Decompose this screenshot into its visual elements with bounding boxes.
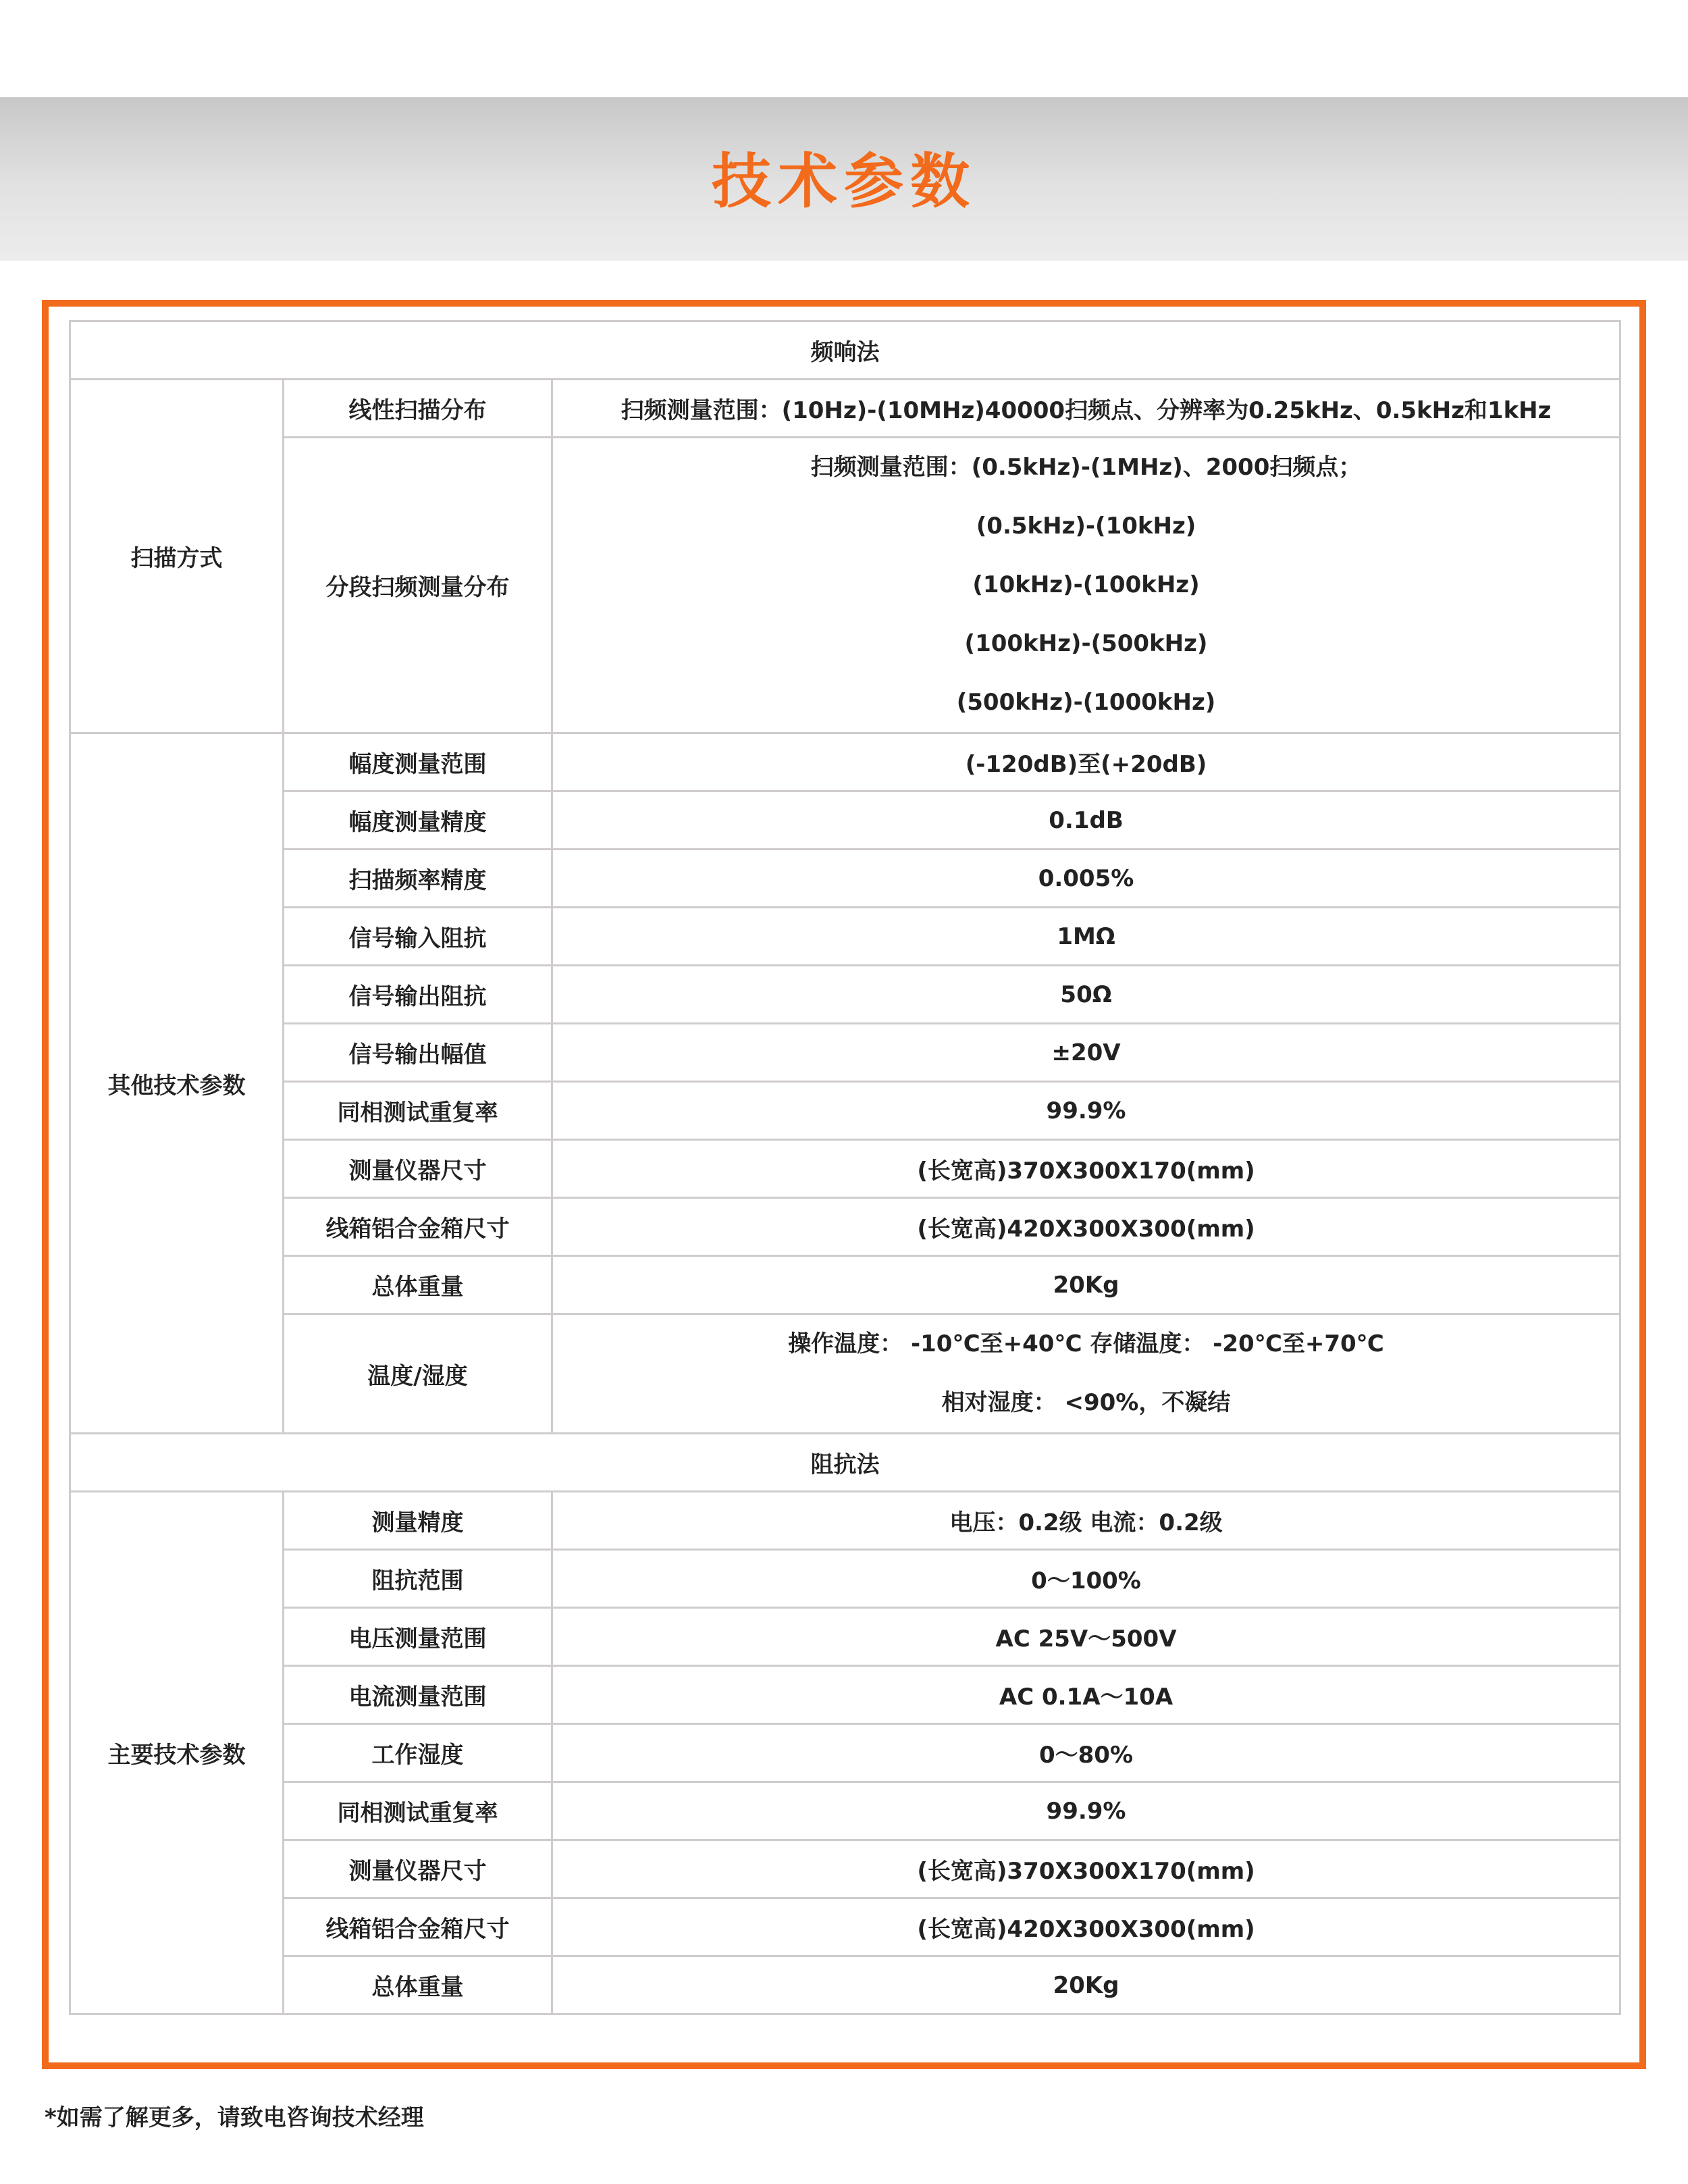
table-row — [70, 1724, 1620, 1782]
value-line: (500kHz)-(1000kHz) — [956, 689, 1216, 716]
table-row — [70, 791, 1620, 850]
row-value: (长宽高)370X300X170(mm) — [552, 1840, 1620, 1898]
row-label: 同相测试重复率 — [284, 1782, 552, 1840]
table-row — [70, 1256, 1620, 1314]
value-line: (0.5kHz)-(10kHz) — [976, 513, 1196, 540]
table-row — [70, 1492, 1620, 1550]
row-label: 分段扫频测量分布 — [284, 438, 552, 733]
row-label: 信号输入阻抗 — [284, 908, 552, 966]
row-label: 幅度测量精度 — [284, 791, 552, 850]
table-row — [70, 1666, 1620, 1724]
section-title-freq: 频响法 — [70, 321, 1620, 380]
group-label-other: 其他技术参数 — [70, 733, 284, 1434]
value-line: (10kHz)-(100kHz) — [972, 571, 1200, 598]
table-row — [70, 1956, 1620, 2014]
table-row — [70, 1608, 1620, 1666]
row-label: 同相测试重复率 — [284, 1082, 552, 1140]
table-row — [70, 380, 1620, 438]
row-value: AC 0.1A～10A — [552, 1666, 1620, 1724]
row-value: 50Ω — [552, 966, 1620, 1024]
row-value: 扫频测量范围：(10Hz)-(10MHz)40000扫频点、分辨率为0.25kHz、0.5kHz和1kHz — [552, 380, 1620, 438]
row-value: 0～80% — [552, 1724, 1620, 1782]
value-line: 扫频测量范围：(0.5kHz)-(1MHz)、2000扫频点； — [810, 454, 1362, 481]
row-value: 20Kg — [552, 1956, 1620, 2014]
row-label: 线箱铝合金箱尺寸 — [284, 1198, 552, 1256]
row-value: 0～100% — [552, 1550, 1620, 1608]
section-title-impedance: 阻抗法 — [70, 1434, 1620, 1492]
spec-table-frame — [42, 300, 1646, 2069]
row-label: 扫描频率精度 — [284, 850, 552, 908]
table-row — [70, 438, 1620, 733]
row-value: 99.9% — [552, 1782, 1620, 1840]
row-label: 测量仪器尺寸 — [284, 1840, 552, 1898]
table-row — [70, 1840, 1620, 1898]
row-label: 线箱铝合金箱尺寸 — [284, 1898, 552, 1956]
row-value: ±20V — [552, 1024, 1620, 1082]
table-row — [70, 850, 1620, 908]
table-row — [70, 1082, 1620, 1140]
row-label: 幅度测量范围 — [284, 733, 552, 791]
spec-table — [69, 320, 1621, 2015]
row-label: 工作湿度 — [284, 1724, 552, 1782]
footnote: *如需了解更多，请致电咨询技术经理 — [45, 2104, 424, 2131]
value-line: 相对湿度： <90%，不凝结 — [941, 1389, 1231, 1416]
row-label: 电压测量范围 — [284, 1608, 552, 1666]
value-line: (100kHz)-(500kHz) — [964, 630, 1208, 657]
row-value-multiline — [552, 1314, 1620, 1434]
table-row — [70, 1782, 1620, 1840]
table-row — [70, 1314, 1620, 1434]
row-value: 电压：0.2级 电流：0.2级 — [552, 1492, 1620, 1550]
row-label: 线性扫描分布 — [284, 380, 552, 438]
row-value: (长宽高)420X300X300(mm) — [552, 1198, 1620, 1256]
page-title: 技术参数 — [711, 147, 976, 216]
row-label: 温度/湿度 — [284, 1314, 552, 1434]
row-label: 信号输出幅值 — [284, 1024, 552, 1082]
row-label: 电流测量范围 — [284, 1666, 552, 1724]
row-value: 20Kg — [552, 1256, 1620, 1314]
row-value: 0.1dB — [552, 791, 1620, 850]
header-banner — [0, 97, 1688, 261]
row-label: 阻抗范围 — [284, 1550, 552, 1608]
row-label: 信号输出阻抗 — [284, 966, 552, 1024]
section-header-row — [70, 321, 1620, 380]
table-row — [70, 966, 1620, 1024]
section-header-row — [70, 1434, 1620, 1492]
table-row — [70, 1898, 1620, 1956]
row-value: (长宽高)420X300X300(mm) — [552, 1898, 1620, 1956]
group-label-scan: 扫描方式 — [70, 380, 284, 733]
row-label: 总体重量 — [284, 1256, 552, 1314]
row-value: (-120dB)至(+20dB) — [552, 733, 1620, 791]
row-label: 总体重量 — [284, 1956, 552, 2014]
row-value: 0.005% — [552, 850, 1620, 908]
row-value: 1MΩ — [552, 908, 1620, 966]
table-row — [70, 733, 1620, 791]
row-value: 99.9% — [552, 1082, 1620, 1140]
row-label: 测量精度 — [284, 1492, 552, 1550]
table-row — [70, 1140, 1620, 1198]
group-label-main: 主要技术参数 — [70, 1492, 284, 2014]
table-row — [70, 1198, 1620, 1256]
table-row — [70, 908, 1620, 966]
row-value-multiline — [552, 438, 1620, 733]
row-value: AC 25V～500V — [552, 1608, 1620, 1666]
row-label: 测量仪器尺寸 — [284, 1140, 552, 1198]
row-value: (长宽高)370X300X170(mm) — [552, 1140, 1620, 1198]
value-line: 操作温度： -10℃至+40℃ 存储温度： -20℃至+70℃ — [788, 1330, 1384, 1357]
table-row — [70, 1024, 1620, 1082]
table-row — [70, 1550, 1620, 1608]
